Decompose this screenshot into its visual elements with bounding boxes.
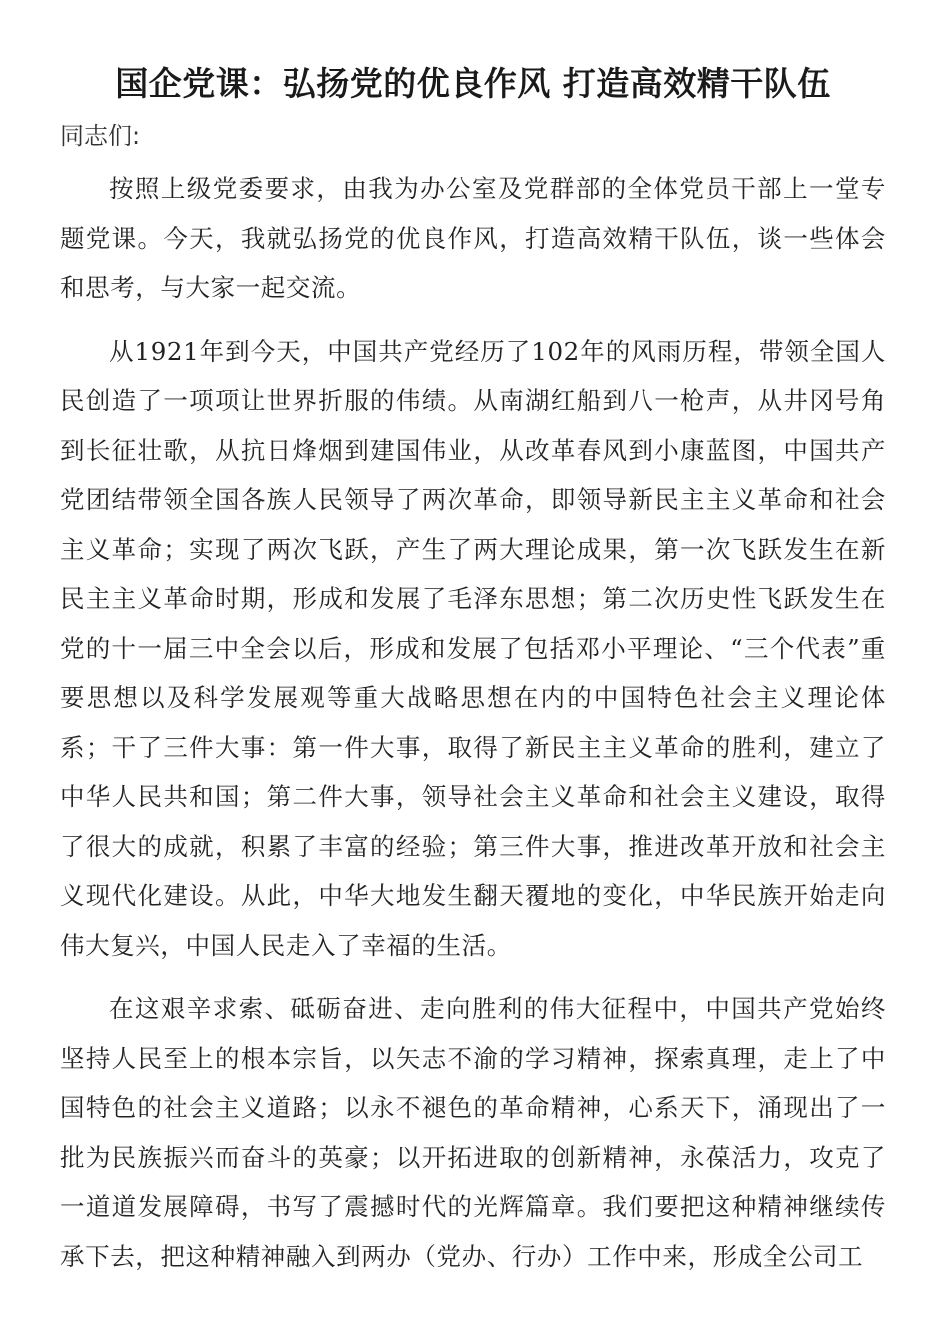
paragraph-spirit: 在这艰辛求索、砥砺奋进、走向胜利的伟大征程中，中国共产党始终坚持人民至上的根本宗旨，以矢志不渝的学习精神，探索真理，走上了中国特色的社会主义道路；以永不褪色的革命精神，心系天下，涌现出了一批为民族振兴而奋斗的英豪；以开拓进取的创新精神，永葆活力，攻克了一道道发展障碍，书写了震撼时代的光辉篇章。我们要把这种精神继续传承下去，把这种精神融入到两办（党办、行办）工作中来，形成全公司工 (60, 994, 886, 1271)
paragraph-intro: 按照上级党委要求，由我为办公室及党群部的全体党员干部上一堂专题党课。今天，我就弘扬党的优良作风，打造高效精干队伍，谈一些体会和思考，与大家一起交流。 (60, 174, 886, 302)
document-title: 国企党课：弘扬党的优良作风 打造高效精干队伍 (115, 64, 831, 103)
salutation: 同志们: (60, 122, 141, 150)
paragraph-history: 从1921年到今天，中国共产党经历了102年的风雨历程，带领全国人民创造了一项项让世界折服的伟绩。从南湖红船到八一枪声，从井冈号角到长征壮歌，从抗日烽烟到建国伟业，从改革春风到小康蓝图，中国共产党团结带领全国各族人民领导了两次革命，即领导新民主主义革命和社会主义革命；实现了两次飞跃，产生了两大理论成果，第一次飞跃发生在新民主主义革命时期，形成和发展了毛泽东思想；第二次历史性飞跃发生在党的十一届三中全会以后，形成和发展了包括邓小平理论、“三个代表”重要思想以及科学发展观等重大战略思想在内的中国特色社会主义理论体系；干了三件大事：第一件大事，取得了新民主主义革命的胜利，建立了中华人民共和国；第二件大事，领导社会主义革命和社会主义建设，取得了很大的成就，积累了丰富的经验；第三件大事，推进改革开放和社会主义现代化建设。从此，中华大地发生翻天覆地的变化，中华民族开始走向伟大复兴，中国人民走入了幸福的生活。 (60, 336, 886, 960)
